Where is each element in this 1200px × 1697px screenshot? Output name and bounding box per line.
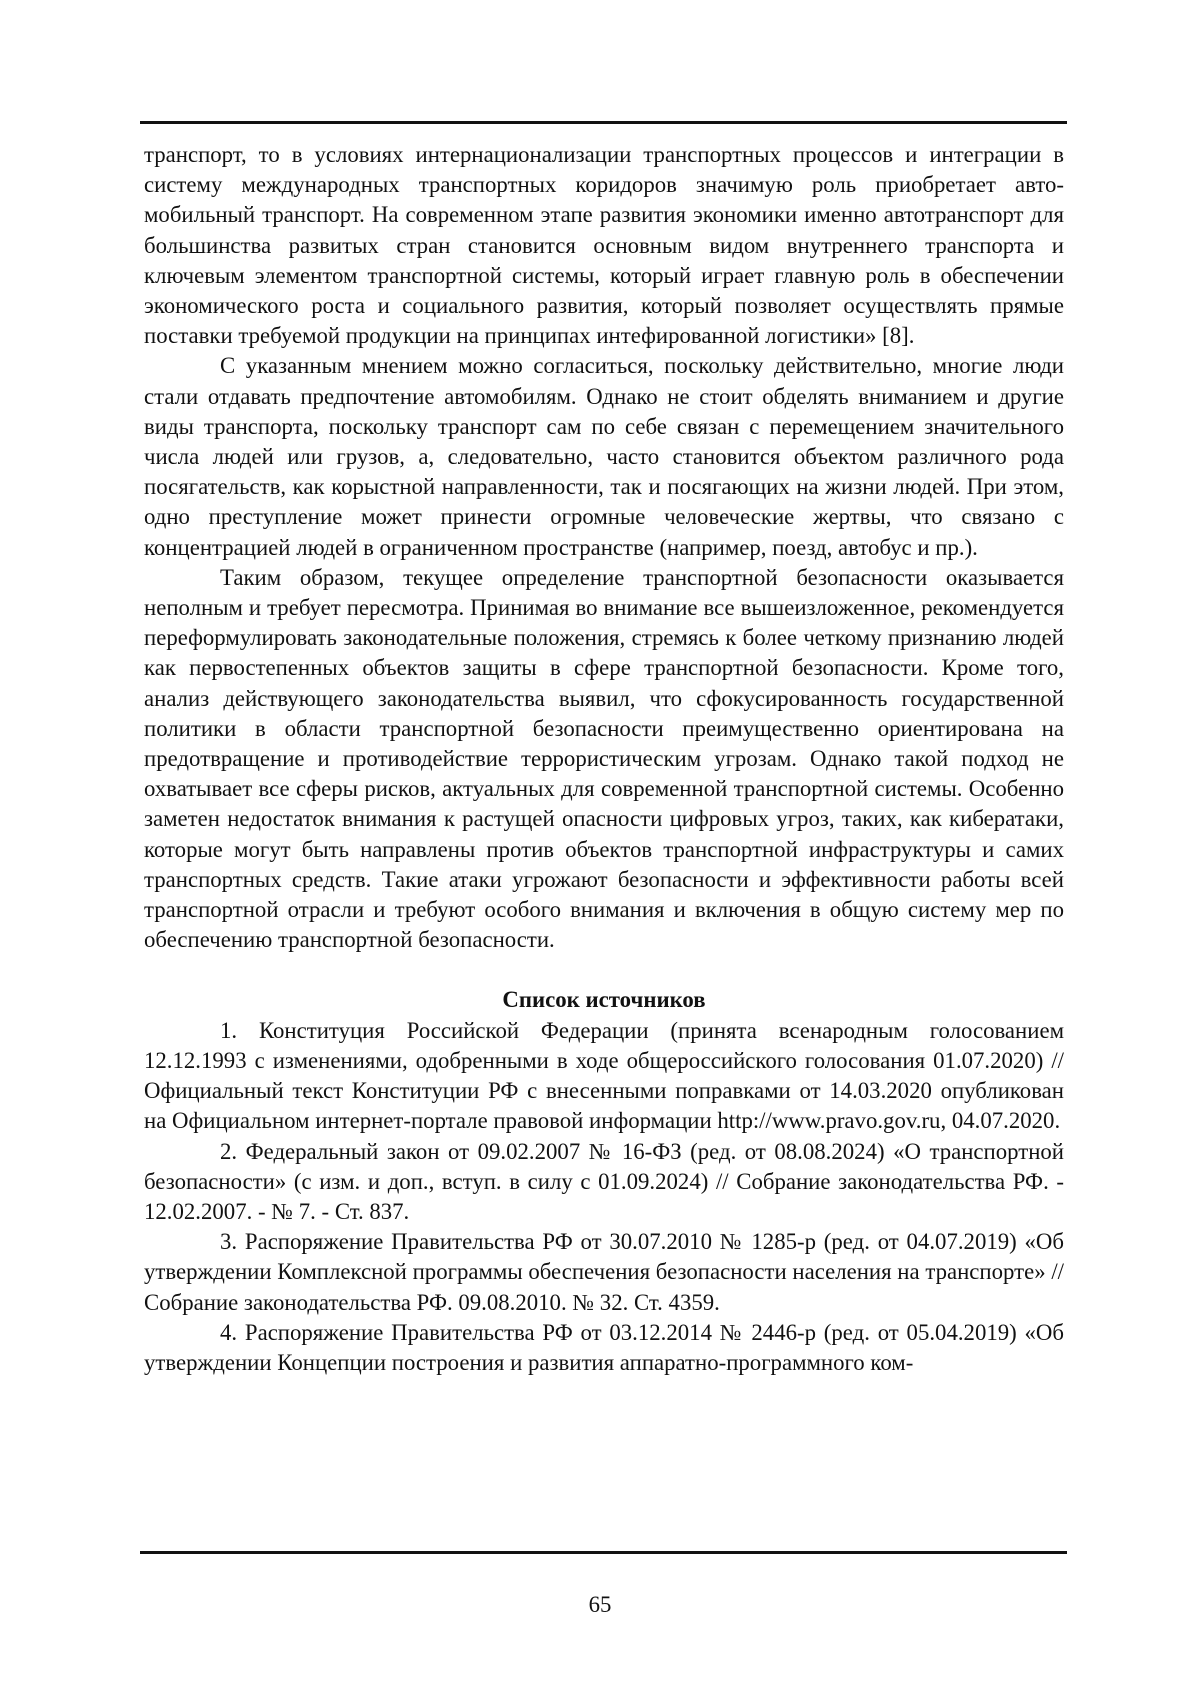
paragraph-2: С указанным мнением можно согласиться, поскольку действительно, многие люди стали отдавать предпочтение автомобилям. Однако не стоит обделять вниманием и другие виды транспорта, поскольку транспорт сам по себе связан с перемещением значительного числа людей или грузов, а, следовательно, часто становится объектом различного рода посягательств, как корыстной направленности, так и посягающих на жизни людей. При этом, одно преступление может принести огромные человеческие жертвы, что связано с концентрацией людей в ограниченном пространстве (например, поезд, автобус и пр.). [144,353,1064,560]
reference-1: 1. Конституция Российской Федерации (принята всенародным голосованием 12.12.1993 с изменениями, одобренными в ходе общероссийского голосования 01.07.2020) // Официальный текст Конституции РФ с внесенными поправками от 14.03.2020 опубликован на Официальном интернет-портале правовой информации http://www.pravo.gov.ru, 04.07.2020. [144,1017,1064,1134]
reference-2: 2. Федеральный закон от 09.02.2007 № 16-ФЗ (ред. от 08.08.2024) «О транспортной безопасности» (с изм. и доп., вступ. в силу с 01.09.2024) // Собрание законодательства РФ. - 12.02.2007. - № 7. - Ст. 837. [144,1138,1064,1224]
page-number: 65 [588,1592,612,1617]
paragraph-1: транспорт, то в условиях интернационализации транспортных процессов и интеграции в систему международных транспортных коридоров значимую роль приобретает автомобильный транспорт. На современном этапе развития экономики именно автотранспорт для большинства развитых стран становится основным видом внутреннего транспорта и ключевым элементом транспортной системы, который играет главную роль в обеспечении экономического роста и социального развития, который позволяет осуществлять прямые поставки требуемой продукции на принципах интефированной логистики» [8]. [144,142,1064,349]
reference-4: 4. Распоряжение Правительства РФ от 03.12.2014 № 2446-р (ред. от 05.04.2019) «Об утверждении Концепции построения и развития аппаратно-программного ком- [144,1319,1064,1375]
footer-rule [140,1551,1067,1554]
reference-3: 3. Распоряжение Правительства РФ от 30.07.2010 № 1285-р (ред. от 04.07.2019) «Об утверждении Комплексной программы обеспечения безопасности населения на транспорте» // Собрание законодательства РФ. 09.08.2010. № 32. Ст. 4359. [144,1229,1064,1315]
header-rule [140,121,1067,124]
body-text [144,140,1064,1378]
references-title: Список источников [502,987,706,1013]
paragraph-3: Таким образом, текущее определение транспортной безопасности оказывается неполным и требует пересмотра. Принимая во внимание все вышеизложенное, рекомендуется переформулировать законодательные положения, стремясь к более четкому признанию людей как первостепенных объектов защиты в сфере транспортной безопасности. Кроме того, анализ действующего законодательства выявил, что сфокусированность государственной политики в области транспортной безопасности преимущественно ориентирована на предотвращение и противодействие террористическим угрозам. Однако такой подход не охватывает все сферы рисков, актуальных для современной транспортной системы. Особенно заметен недостаток внимания к растущей опасности цифровых угроз, таких, как кибератаки, которые могут быть направлены против объектов транспортной инфраструктуры и самих транспортных средств. Такие атаки угрожают безопасности и эффективности работы всей транспортной отрасли и требуют особого внимания и включения в общую систему мер по обеспечению транспортной безопасности. [144,564,1064,953]
